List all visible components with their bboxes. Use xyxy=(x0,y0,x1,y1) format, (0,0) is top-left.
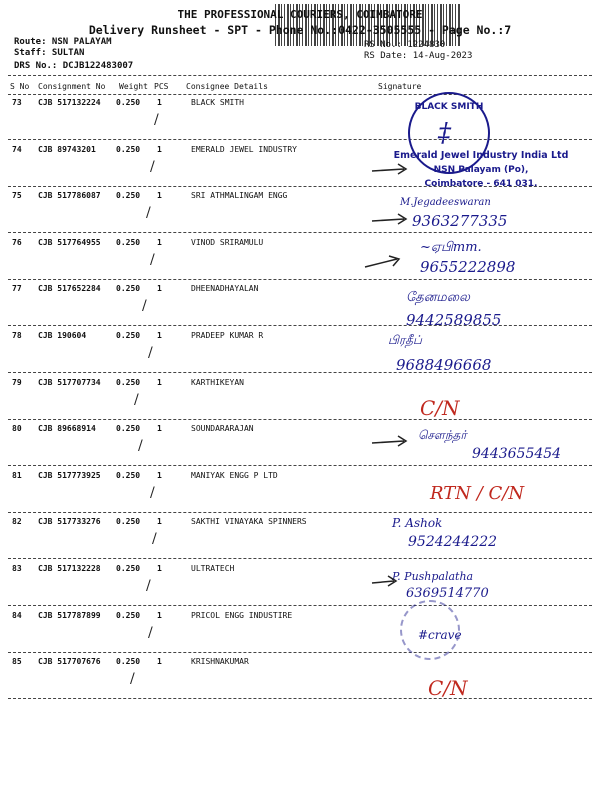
arrow-icon xyxy=(372,435,412,449)
row-divider xyxy=(8,372,592,373)
row-sno: 75 xyxy=(12,191,22,200)
r79-cn-mark: C/N xyxy=(420,396,460,420)
row-pcs: 1 xyxy=(157,378,162,387)
row-weight: 0.250 xyxy=(116,517,141,526)
col-header-consignment: Consignment No xyxy=(38,82,106,91)
row-sno: 77 xyxy=(12,284,22,293)
r80-signature-phone: 9443655454 xyxy=(472,446,562,462)
row-consignee: DHEENADHAYALAN xyxy=(191,284,259,293)
row-weight: 0.250 xyxy=(116,657,141,666)
arrow-icon xyxy=(365,255,405,273)
row-pcs: 1 xyxy=(157,424,162,433)
row-pcs: 1 xyxy=(157,564,162,573)
row-divider xyxy=(8,652,592,653)
row-divider xyxy=(8,139,592,140)
row-consignment-no: CJB 517132228 xyxy=(38,564,101,573)
route-label: Route: NSN PALAYAM xyxy=(14,37,112,47)
row-weight: 0.250 xyxy=(116,238,141,247)
row-sno: 84 xyxy=(12,611,22,620)
row-pcs: 1 xyxy=(157,611,162,620)
rs-date: RS Date: 14-Aug-2023 xyxy=(364,51,473,61)
row-consignment-no: CJB 517707676 xyxy=(38,657,101,666)
r83-signature-phone: 6369514770 xyxy=(406,586,489,601)
row-weight: 0.250 xyxy=(116,331,141,340)
row-consignee: PRADEEP KUMAR R xyxy=(191,331,264,340)
row-consignee: VINOD SRIRAMULU xyxy=(191,238,264,247)
row-consignment-no: CJB 190604 xyxy=(38,331,87,340)
header-rule-bottom xyxy=(8,94,592,95)
row-consignee: EMERALD JEWEL INDUSTRY xyxy=(191,145,297,154)
r82-signature-phone: 9524244222 xyxy=(408,534,498,550)
runsheet-title: Delivery Runsheet - SPT - Phone No.:0422-3505555 - Page No.:7 xyxy=(88,23,512,37)
row-pcs: 1 xyxy=(157,145,162,154)
row-weight: 0.250 xyxy=(116,98,141,107)
row-weight: 0.250 xyxy=(116,284,141,293)
row-sno: 81 xyxy=(12,471,22,480)
row-divider xyxy=(8,232,592,233)
row-divider xyxy=(8,325,592,326)
row-weight: 0.250 xyxy=(116,191,141,200)
row-consignment-no: CJB 517787899 xyxy=(38,611,101,620)
row-sno: 79 xyxy=(12,378,22,387)
r77-signature-scribble: தேனமலை xyxy=(406,290,470,305)
row-divider xyxy=(8,558,592,559)
col-header-sno: S No xyxy=(10,82,30,91)
row-pcs: 1 xyxy=(157,98,162,107)
row-consignee: MANIYAK ENGG P LTD xyxy=(191,471,278,480)
row-pcs: 1 xyxy=(157,238,162,247)
row-pcs: 1 xyxy=(157,284,162,293)
r76-signature-phone: 9655222898 xyxy=(420,258,516,276)
tick-mark-icon: / xyxy=(150,252,155,268)
tick-mark-icon: / xyxy=(148,625,153,641)
emerald-stamp-line2: NSN Palayam (Po), xyxy=(433,165,529,175)
row-sno: 74 xyxy=(12,145,22,154)
row-sno: 78 xyxy=(12,331,22,340)
r75-signature-name: M.Jegadeeswaran xyxy=(400,197,491,208)
row-sno: 76 xyxy=(12,238,22,247)
row-sno: 73 xyxy=(12,98,22,107)
emerald-stamp-line1: Emerald Jewel Industry India Ltd xyxy=(393,150,569,161)
row-divider xyxy=(8,465,592,466)
tick-mark-icon: / xyxy=(146,578,151,594)
row-consignee: PRICOL ENGG INDUSTIRE xyxy=(191,611,293,620)
r83-signature-name: P. Pushpalatha xyxy=(392,570,474,583)
tick-mark-icon: / xyxy=(134,392,139,408)
row-consignee: SAKTHI VINAYAKA SPINNERS xyxy=(191,517,307,526)
drs-number: DRS No.: DCJB122483007 xyxy=(14,61,134,71)
row-pcs: 1 xyxy=(157,657,162,666)
row-consignee: KARTHIKEYAN xyxy=(191,378,244,387)
row-consignment-no: CJB 517733276 xyxy=(38,517,101,526)
header-rule-top xyxy=(8,75,592,76)
row-pcs: 1 xyxy=(157,471,162,480)
arrow-icon xyxy=(372,163,412,177)
row-weight: 0.250 xyxy=(116,564,141,573)
tick-mark-icon: / xyxy=(146,205,151,221)
row-consignee: SOUNDARARAJAN xyxy=(191,424,254,433)
tick-mark-icon: / xyxy=(148,345,153,361)
col-header-pcs: PCS xyxy=(154,82,169,91)
row-divider xyxy=(8,512,592,513)
row-consignment-no: CJB 517652284 xyxy=(38,284,101,293)
black-smith-seal: BLACK SMITH ‡ xyxy=(408,92,490,174)
r85-cn-mark: C/N xyxy=(428,676,468,700)
row-consignment-no: CJB 89743201 xyxy=(38,145,96,154)
rs-number: RS No.: 1224830 xyxy=(364,40,446,50)
row-weight: 0.250 xyxy=(116,424,141,433)
row-sno: 80 xyxy=(12,424,22,433)
company-title: THE PROFESSIONAL COURIERS, COIMBATORE xyxy=(177,8,423,21)
row-sno: 85 xyxy=(12,657,22,666)
row-weight: 0.250 xyxy=(116,145,141,154)
tick-mark-icon: / xyxy=(150,159,155,175)
row-pcs: 1 xyxy=(157,517,162,526)
row-divider xyxy=(8,605,592,606)
row-consignment-no: CJB 517707734 xyxy=(38,378,101,387)
emerald-stamp-line3: Coimbatore - 641 031. xyxy=(424,179,538,189)
row-sno: 82 xyxy=(12,517,22,526)
r80-signature-scribble: சௌந்தர் xyxy=(418,428,467,442)
tick-mark-icon: / xyxy=(152,531,157,547)
row-divider xyxy=(8,698,592,699)
signature-scribble-icon: ‡ xyxy=(438,118,451,148)
tick-mark-icon: / xyxy=(142,298,147,314)
tick-mark-icon: / xyxy=(154,112,159,128)
row-weight: 0.250 xyxy=(116,471,141,480)
col-header-consignee: Consignee Details xyxy=(186,82,268,91)
tick-mark-icon: / xyxy=(130,671,135,687)
row-consignment-no: CJB 517786087 xyxy=(38,191,101,200)
arrow-icon xyxy=(372,575,400,589)
r77-signature-phone: 9442589855 xyxy=(406,311,502,329)
staff-label: Staff: SULTAN xyxy=(14,48,85,58)
r84-signature-scribble: #crave xyxy=(418,628,462,642)
row-consignee: ULTRATECH xyxy=(191,564,235,573)
tick-mark-icon: / xyxy=(150,485,155,501)
r78-signature-phone: 9688496668 xyxy=(396,356,492,374)
row-consignment-no: CJB 517773925 xyxy=(38,471,101,480)
row-consignee: BLACK SMITH xyxy=(191,98,244,107)
r75-signature-phone: 9363277335 xyxy=(412,212,508,230)
row-consignee: SRI ATHMALINGAM ENGG xyxy=(191,191,288,200)
row-pcs: 1 xyxy=(157,331,162,340)
row-divider xyxy=(8,279,592,280)
arrow-icon xyxy=(372,213,412,227)
row-weight: 0.250 xyxy=(116,378,141,387)
row-divider xyxy=(8,419,592,420)
row-consignee: KRISHNAKUMAR xyxy=(191,657,249,666)
row-pcs: 1 xyxy=(157,191,162,200)
row-consignment-no: CJB 517764955 xyxy=(38,238,101,247)
row-weight: 0.250 xyxy=(116,611,141,620)
r82-signature-name: P. Ashok xyxy=(392,516,443,530)
col-header-signature: Signature xyxy=(378,82,422,91)
tick-mark-icon: / xyxy=(138,438,143,454)
r76-signature-scribble: ~ஏபிmm. xyxy=(420,240,482,255)
row-consignment-no: CJB 89668914 xyxy=(38,424,96,433)
r78-signature-scribble: பிரதீப் xyxy=(388,333,422,347)
row-consignment-no: CJB 517132224 xyxy=(38,98,101,107)
r81-rtn-mark: RTN / C/N xyxy=(430,483,525,504)
col-header-weight: Weight xyxy=(119,82,148,91)
row-sno: 83 xyxy=(12,564,22,573)
